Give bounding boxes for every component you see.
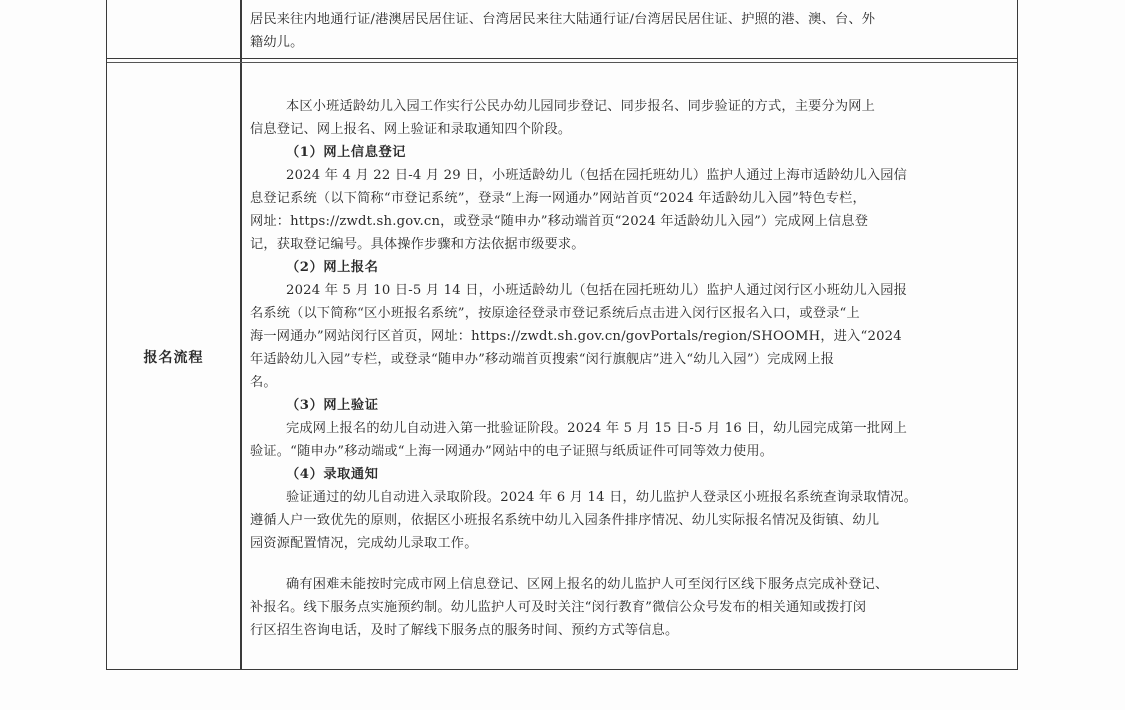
registration-table — [106, 0, 1018, 670]
section-line: 海一网通办”网站闵行区首页，网址：https://zwdt.sh.gov.cn/govPortals/region/SHOOMH，进入“2024 — [250, 329, 902, 344]
intro-line: 本区小班适龄幼儿入园工作实行公民办幼儿园同步登记、同步报名、同步验证的方式，主要分为网上 — [286, 99, 876, 114]
section-line: 记，获取登记编号。具体操作步骤和方法依据市级要求。 — [250, 237, 585, 252]
section-line: 园资源配置情况，完成幼儿录取工作。 — [250, 536, 478, 551]
row-label-registration-process: 报名流程 — [143, 350, 204, 366]
section-title: （4）录取通知 — [286, 467, 379, 482]
closing-line: 确有困难未能按时完成市网上信息登记、区网上报名的幼儿监护人可至闵行区线下服务点完成补登记、 — [286, 577, 889, 592]
intro-line: 信息登记、网上报名、网上验证和录取通知四个阶段。 — [250, 122, 572, 137]
spacer — [250, 555, 1008, 573]
section-line: 遵循人户一致优先的原则，依据区小班报名系统中幼儿入园条件排序情况、幼儿实际报名情况及街镇、幼儿 — [250, 513, 880, 528]
registration-process-content — [250, 95, 1008, 642]
section-line: 完成网上报名的幼儿自动进入第一批验证阶段。2024 年 5 月 15 日-5 月 16 日，幼儿园完成第一批网上 — [286, 421, 908, 436]
eligibility-line: 籍幼儿。 — [250, 35, 304, 50]
row-divider-inner — [107, 62, 1017, 63]
section-line: 2024 年 4 月 22 日-4 月 29 日，小班适龄幼儿（包括在园托班幼儿）监护人通过上海市适龄幼儿入园信 — [286, 168, 908, 183]
eligibility-cell-tail — [250, 0, 1006, 54]
column-divider — [240, 0, 242, 669]
section-line: 验证。“随申办”移动端或“上海一网通办”网站中的电子证照与纸质证件可同等效力使用。 — [250, 444, 774, 459]
section-line: 名。 — [250, 375, 277, 390]
section-line: 2024 年 5 月 10 日-5 月 14 日，小班适龄幼儿（包括在园托班幼儿）监护人通过闵行区小班幼儿入园报 — [286, 283, 908, 298]
section-line: 验证通过的幼儿自动进入录取阶段。2024 年 6 月 14 日，幼儿监护人登录区小班报名系统查询录取情况。 — [286, 490, 917, 505]
section-line: 名系统（以下简称“区小班报名系统”，按原途径登录市登记系统后点击进入闵行区报名入口，或登录“上 — [250, 306, 860, 321]
section-title: （3）网上验证 — [286, 398, 379, 413]
closing-line: 行区招生咨询电话，及时了解线下服务点的服务时间、预约方式等信息。 — [250, 623, 679, 638]
section-line: 网址：https://zwdt.sh.gov.cn，或登录“随申办”移动端首页“2024 年适龄幼儿入园”）完成网上信息登 — [250, 214, 869, 229]
closing-line: 补报名。线下服务点实施预约制。幼儿监护人可及时关注“闵行教育”微信公众号发布的相关通知或拨打闵 — [250, 600, 867, 615]
section-line: 息登记系统（以下简称“市登记系统”，登录“上海一网通办”网站首页“2024 年适龄幼儿入园”特色专栏， — [250, 191, 866, 206]
partial-line — [250, 0, 1006, 8]
section-title: （2）网上报名 — [286, 260, 379, 275]
row-divider — [107, 58, 1017, 59]
eligibility-line: 居民来往内地通行证/港澳居民居住证、台湾居民来往大陆通行证/台湾居民居住证、护照的港、澳、台、外 — [250, 12, 876, 27]
section-line: 年适龄幼儿入园”专栏，或登录“随申办”移动端首页搜索“闵行旗舰店”进入“幼儿入园”）完成网上报 — [250, 352, 835, 367]
section-title: （1）网上信息登记 — [286, 145, 407, 160]
